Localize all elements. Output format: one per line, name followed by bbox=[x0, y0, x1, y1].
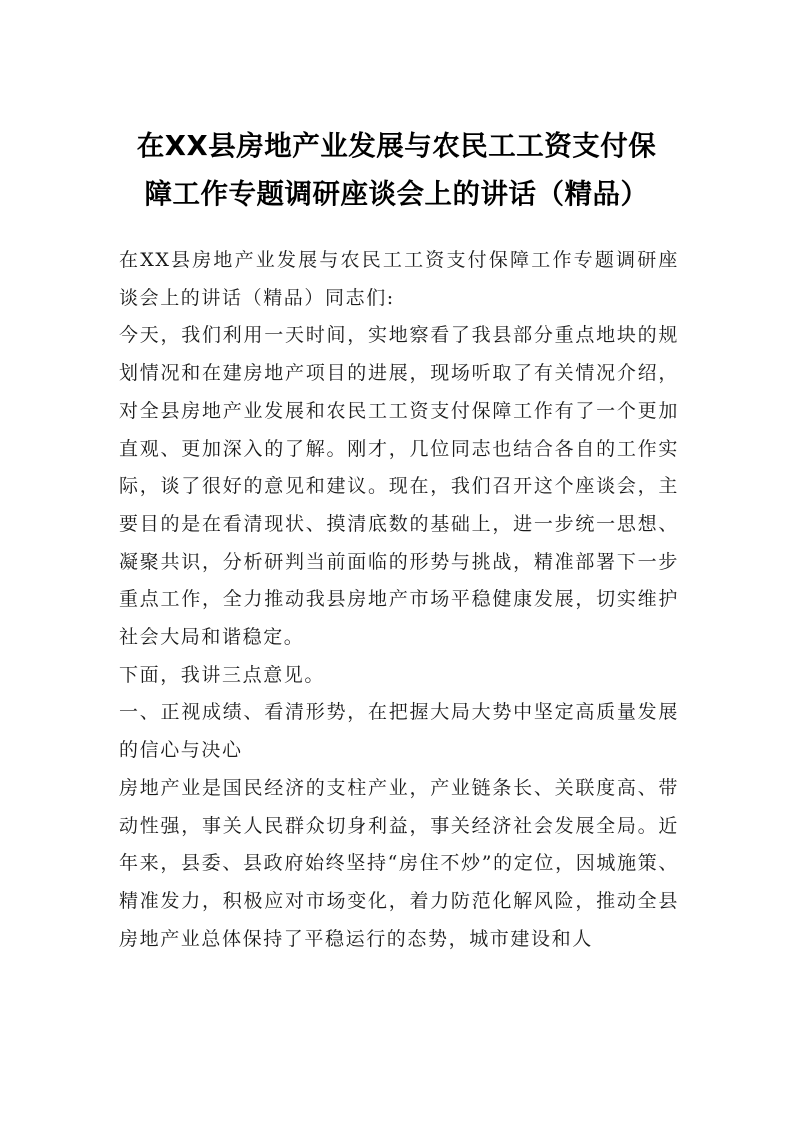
paragraph-transition: 下面，我讲三点意见。 bbox=[119, 663, 326, 686]
document-body bbox=[119, 242, 679, 958]
title-line-1: 在XX县房地产业发展与农民工工资支付保 bbox=[136, 130, 657, 162]
paragraph-heading-restated: 在XX县房地产业发展与农民工工资支付保障工作专题调研座谈会上的讲话（精品）同志们: bbox=[119, 249, 679, 309]
paragraph-opening: 今天，我们利用一天时间，实地察看了我县部分重点地块的规划情况和在建房地产项目的进展，现场听取了有关情况介绍，对全县房地产业发展和农民工工资支付保障工作有了一个更加直观、更加深入的了解。刚才，几位同志也结合各自的工作实际，谈了很好的意见和建议。现在，我们召开这个座谈会，主要目的是在看清现状、摸清底数的基础上，进一步统一思想、凝聚共识，分析研判当前面临的形势与挑战，精准部署下一步重点工作，全力推动我县房地产市场平稳健康发展，切实维护社会大局和谐稳定。 bbox=[119, 324, 679, 649]
document-title bbox=[110, 122, 683, 218]
title-line-2: 障工作专题调研座谈会上的讲话（精品） bbox=[144, 178, 649, 210]
paragraph-section-1-body: 房地产业是国民经济的支柱产业，产业链条长、关联度高、带动性强，事关人民群众切身利益，事关经济社会发展全局。近年来，县委、县政府始终坚持“房住不炒”的定位，因城施策、精准发力，积极应对市场变化，着力防范化解风险，推动全县房地产业总体保持了平稳运行的态势，城市建设和人 bbox=[119, 776, 679, 950]
section-heading-1: 一、正视成绩、看清形势，在把握大局大势中坚定高质量发展的信心与决心 bbox=[119, 701, 679, 762]
